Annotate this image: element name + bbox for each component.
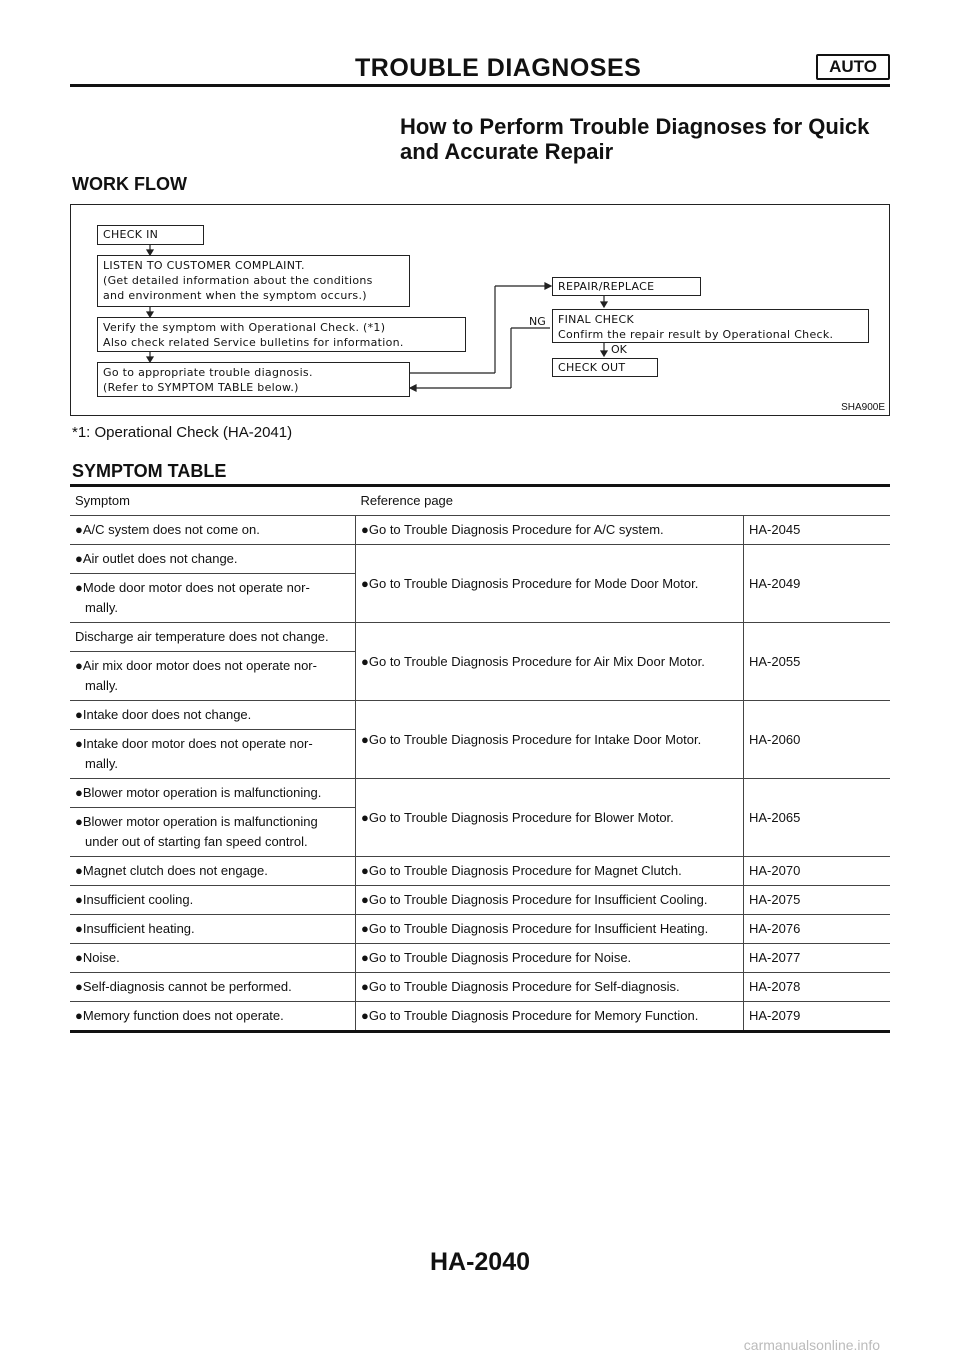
check-in-label: CHECK IN [103,228,159,241]
bullet-icon: ● [361,979,369,994]
listen-line-1: LISTEN TO CUSTOMER COMPLAINT. [103,259,305,272]
table-row [70,701,890,730]
procedure-cell: ●Go to Trouble Diagnosis Procedure for Noise. [356,944,744,973]
bullet-icon: ● [75,707,83,722]
procedure-cell: ●Go to Trouble Diagnosis Procedure for Insufficient Cooling. [356,886,744,915]
table-row [70,944,890,973]
site-watermark: carmanualsonline.info [743,1337,880,1353]
symptom-cell: ●Intake door does not change. [70,701,356,730]
procedure-cell: ●Go to Trouble Diagnosis Procedure for Intake Door Motor. [356,701,744,779]
bullet-icon: ● [361,950,369,965]
bullet-icon: ● [75,863,83,878]
table-row [70,779,890,808]
bullet-icon: ● [75,785,83,800]
ng-label: NG [529,315,546,328]
bullet-icon: ● [75,580,83,595]
go-to-diagnosis-step [97,362,410,397]
procedure-cell: ●Go to Trouble Diagnosis Procedure for Air Mix Door Motor. [356,623,744,701]
verify-line-2: Also check related Service bulletins for information. [103,336,404,349]
bullet-icon: ● [361,731,369,747]
auto-badge: AUTO [816,54,890,80]
check-in-step [97,225,204,245]
procedure-cell: ●Go to Trouble Diagnosis Procedure for Insufficient Heating. [356,915,744,944]
work-flow-diagram [70,204,890,416]
procedure-cell: ●Go to Trouble Diagnosis Procedure for Mode Door Motor. [356,545,744,623]
symptom-cell: Discharge air temperature does not change. [70,623,356,652]
symptom-table [70,484,890,1033]
symptom-column-header: Symptom [70,486,356,516]
bullet-icon: ● [75,979,83,994]
symptom-cell: ●Mode door motor does not operate nor- mally. [70,574,356,623]
ok-label: OK [611,343,627,356]
section-header-title: TROUBLE DIAGNOSES [355,54,642,82]
table-row [70,545,890,574]
operational-check-footnote: *1: Operational Check (HA-2041) [72,424,293,441]
page-ref-link: HA-2049 [744,545,891,623]
verify-step [97,317,466,352]
repair-replace-label: REPAIR/REPLACE [558,280,655,293]
bullet-icon: ● [75,658,83,673]
table-row [70,915,890,944]
table-row [70,857,890,886]
symptom-cell: ●Memory function does not operate. [70,1002,356,1032]
procedure-cell: ●Go to Trouble Diagnosis Procedure for Magnet Clutch. [356,857,744,886]
page-ref-link: HA-2076 [744,915,891,944]
symptom-cell: ●Air mix door motor does not operate nor- mally. [70,652,356,701]
page-ref-link: HA-2077 [744,944,891,973]
bullet-icon: ● [75,551,83,566]
symptom-cell: ●Blower motor operation is malfunctioning. [70,779,356,808]
procedure-cell: ●Go to Trouble Diagnosis Procedure for Blower Motor. [356,779,744,857]
symptom-cell: ●Insufficient heating. [70,915,356,944]
table-row [70,516,890,545]
bullet-icon: ● [361,809,369,825]
symptom-cell: ●Insufficient cooling. [70,886,356,915]
bullet-icon: ● [75,950,83,965]
symptom-cell: ●Noise. [70,944,356,973]
table-row [70,886,890,915]
check-out-step [552,358,658,377]
bullet-icon: ● [75,892,83,907]
page-ref-link: HA-2060 [744,701,891,779]
final-check-line-1: FINAL CHECK [558,313,635,326]
check-out-label: CHECK OUT [558,361,626,374]
listen-line-3: and environment when the symptom occurs.) [103,289,367,302]
figure-code: SHA900E [841,402,885,413]
page-ref-link: HA-2075 [744,886,891,915]
page-title [400,114,869,164]
page-title-line-1: How to Perform Trouble Diagnoses for Quick [400,114,870,139]
verify-line-1: Verify the symptom with Operational Check. (*1) [103,321,386,334]
page-ref-link: HA-2070 [744,857,891,886]
page-ref-link: HA-2045 [744,516,891,545]
symptom-table-heading: SYMPTOM TABLE [72,461,227,481]
bullet-icon: ● [361,1008,369,1023]
bullet-icon: ● [361,522,369,537]
repair-replace-step [552,277,701,296]
bullet-icon: ● [361,892,369,907]
reference-column-header: Reference page [356,486,891,516]
bullet-icon: ● [75,522,83,537]
go-to-line-2: (Refer to SYMPTOM TABLE below.) [103,381,299,394]
header-rule [70,84,890,87]
final-check-line-2: Confirm the repair result by Operational Check. [558,328,834,341]
listen-line-2: (Get detailed information about the conditions [103,274,373,287]
page-ref-link: HA-2065 [744,779,891,857]
work-flow-heading: WORK FLOW [72,174,187,194]
page-ref-link: HA-2078 [744,973,891,1002]
listen-step [97,255,410,307]
procedure-cell: ●Go to Trouble Diagnosis Procedure for Memory Function. [356,1002,744,1032]
page-title-line-2: and Accurate Repair [400,139,614,164]
symptom-cell: ●A/C system does not come on. [70,516,356,545]
page-ref-link: HA-2079 [744,1002,891,1032]
go-to-line-1: Go to appropriate trouble diagnosis. [103,366,313,379]
final-check-step [552,309,869,343]
page-ref-link: HA-2055 [744,623,891,701]
symptom-cell: ●Magnet clutch does not engage. [70,857,356,886]
symptom-cell: ●Self-diagnosis cannot be performed. [70,973,356,1002]
bullet-icon: ● [361,653,369,669]
table-header-row [70,486,890,516]
page-number: HA-2040 [429,1248,531,1276]
symptom-cell: ●Air outlet does not change. [70,545,356,574]
procedure-cell: ●Go to Trouble Diagnosis Procedure for A/C system. [356,516,744,545]
bullet-icon: ● [75,814,83,829]
bullet-icon: ● [361,863,369,878]
bullet-icon: ● [75,1008,83,1023]
bullet-icon: ● [75,921,83,936]
procedure-cell: ●Go to Trouble Diagnosis Procedure for Self-diagnosis. [356,973,744,1002]
symptom-cell: ●Blower motor operation is malfunctioning under out of starting fan speed control. [70,808,356,857]
bullet-icon: ● [75,736,83,751]
bullet-icon: ● [361,921,369,936]
table-row [70,1002,890,1032]
bullet-icon: ● [361,575,369,591]
table-row [70,973,890,1002]
table-row [70,623,890,652]
symptom-cell: ●Intake door motor does not operate nor- mally. [70,730,356,779]
